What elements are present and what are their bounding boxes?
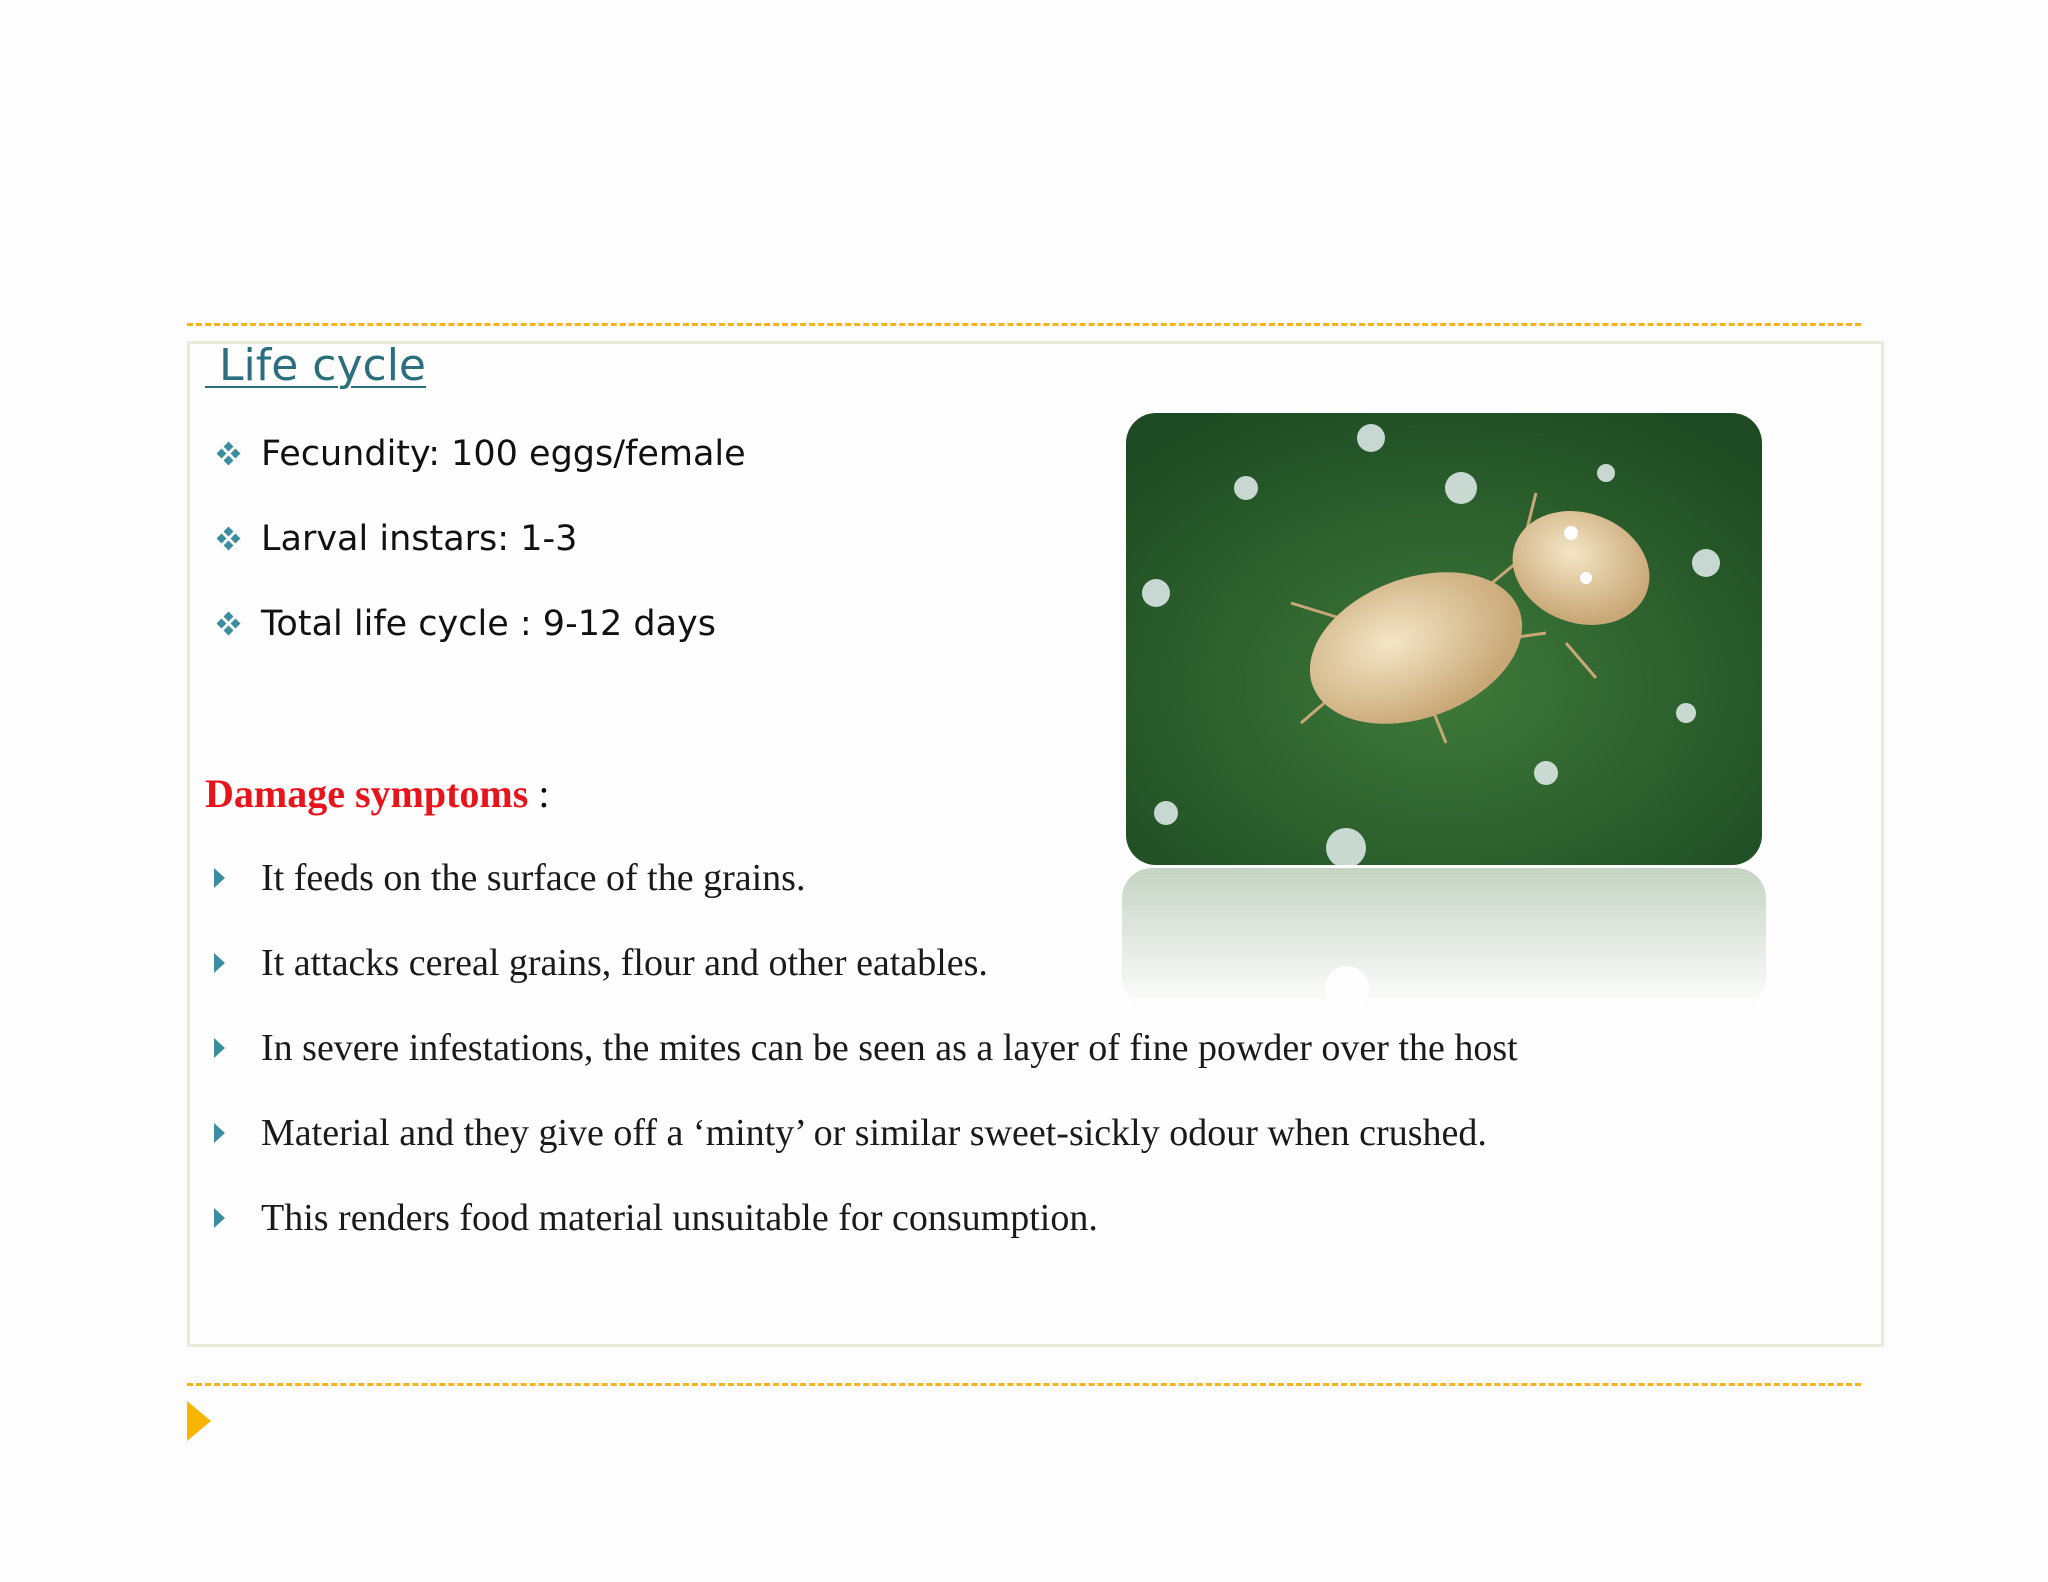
damage-item	[218, 857, 806, 899]
damage-item-text: It feeds on the surface of the grains.	[261, 857, 806, 899]
top-dashed-divider	[187, 323, 1861, 326]
damage-heading-colon: :	[528, 771, 550, 816]
damage-item	[218, 1112, 1487, 1154]
diamond-bullet-icon	[218, 613, 240, 635]
mite-photo-reflection	[1122, 868, 1766, 1008]
slide-marker-triangle-icon	[187, 1401, 211, 1441]
damage-item	[218, 1197, 1098, 1239]
slide-title: Life cycle	[205, 340, 426, 391]
damage-item	[218, 1027, 1518, 1069]
bottom-dashed-divider	[187, 1383, 1861, 1386]
diamond-bullet-icon	[218, 528, 240, 550]
triangle-bullet-icon	[214, 1208, 225, 1228]
triangle-bullet-icon	[214, 1123, 225, 1143]
damage-heading-text: Damage symptoms	[205, 771, 529, 816]
mite-photo	[1126, 413, 1762, 865]
life-cycle-item	[218, 604, 716, 644]
diamond-bullet-icon	[218, 443, 240, 465]
life-cycle-item-text: Fecundity: 100 eggs/female	[261, 434, 746, 474]
damage-item	[218, 942, 988, 984]
life-cycle-item-text: Larval instars: 1-3	[261, 519, 578, 559]
damage-item-text: Material and they give off a ‘minty’ or similar sweet-sickly odour when crushed.	[261, 1112, 1487, 1154]
triangle-bullet-icon	[214, 868, 225, 888]
damage-item-text: It attacks cereal grains, flour and other eatables.	[261, 942, 988, 984]
triangle-bullet-icon	[214, 953, 225, 973]
life-cycle-item	[218, 519, 578, 559]
life-cycle-item-text: Total life cycle : 9-12 days	[261, 604, 716, 644]
damage-item-text: This renders food material unsuitable for consumption.	[261, 1197, 1098, 1239]
damage-symptoms-heading	[205, 770, 549, 817]
triangle-bullet-icon	[214, 1038, 225, 1058]
life-cycle-item	[218, 434, 746, 474]
damage-item-text: In severe infestations, the mites can be seen as a layer of fine powder over the host	[261, 1027, 1518, 1069]
